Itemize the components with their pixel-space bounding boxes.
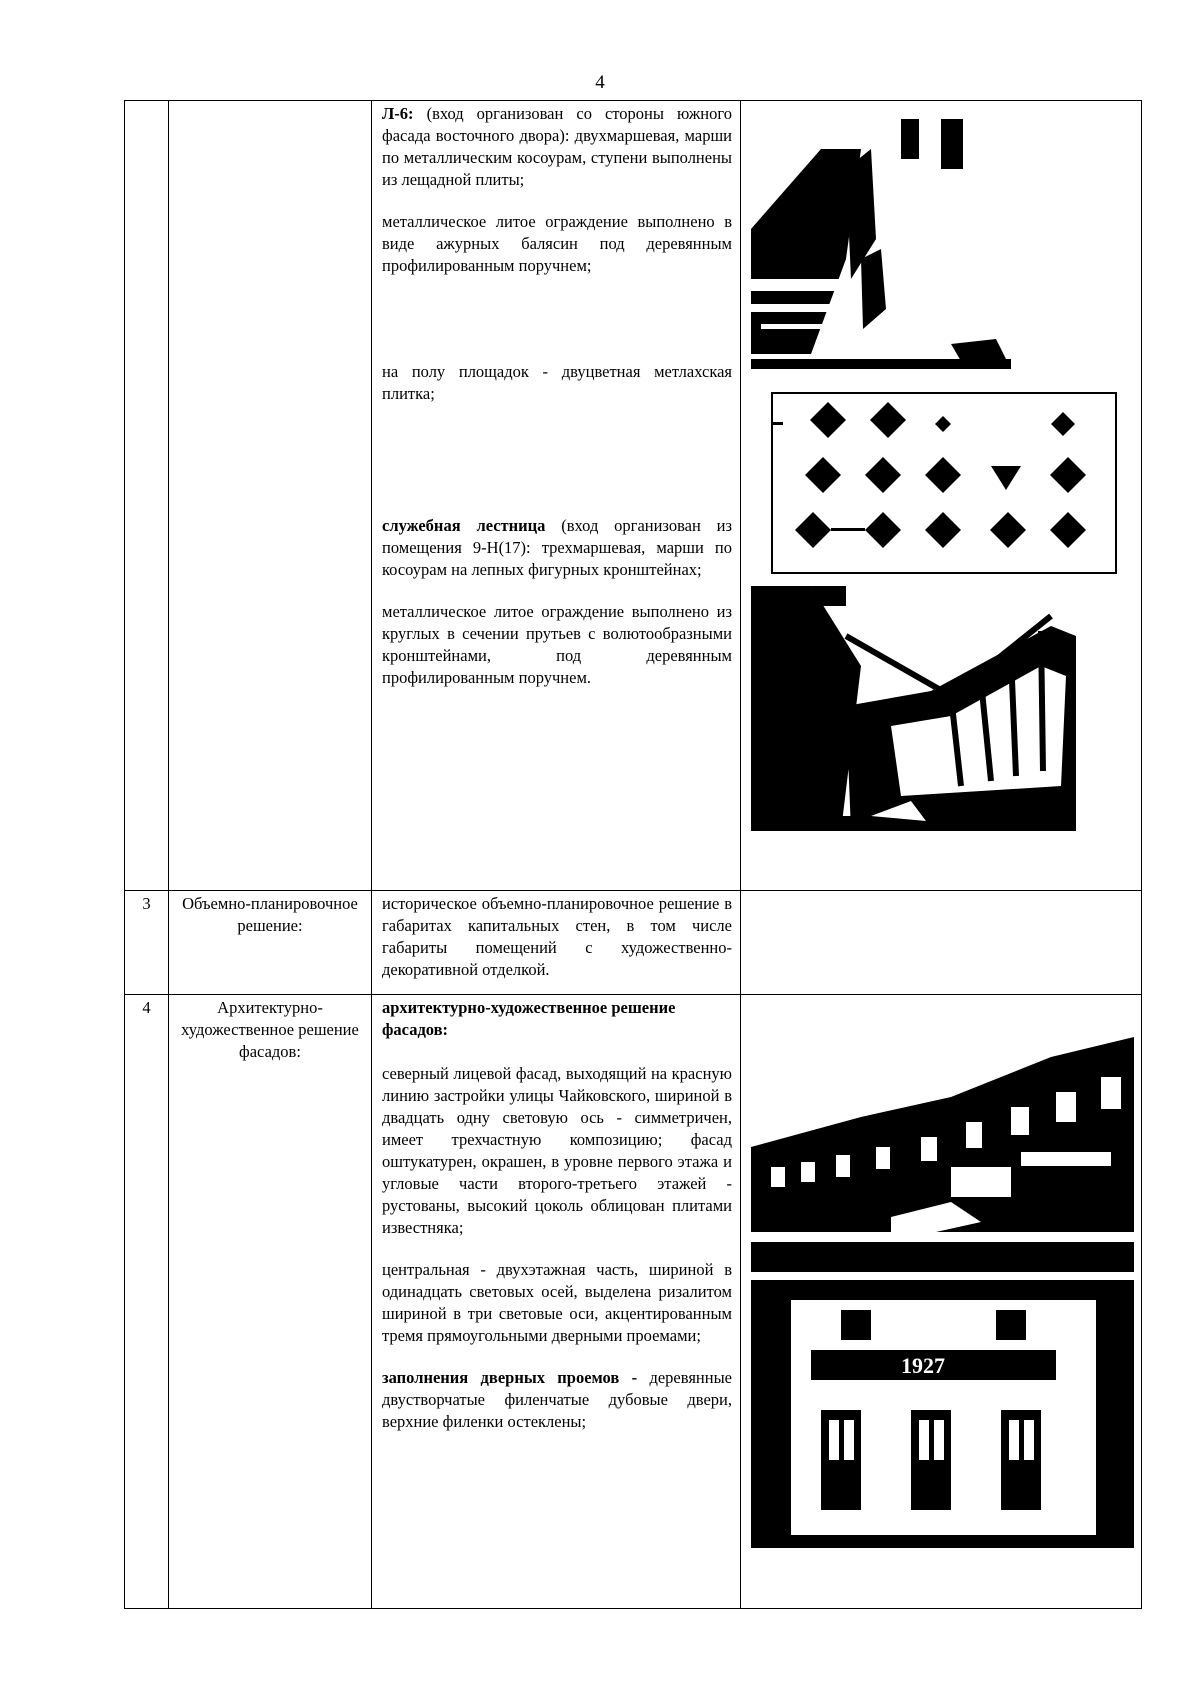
row-description-cell <box>372 101 741 891</box>
row-description-cell <box>372 995 741 1609</box>
row-description-cell <box>372 891 741 995</box>
paragraph: на полу площадок - двуцветная метлахская плитка; <box>382 362 732 403</box>
north-facade-photo <box>751 1017 1134 1272</box>
monument-description-table <box>124 100 1142 1609</box>
paragraph: северный лицевой фасад, выходящий на красную линию застройки улицы Чайковского, шириной в двадцать одну световую ось - симметричен, имеет трехчастную композицию; фасад оштукатурен, окрашен, в уровне первого этажа и угловые части второго-третьего этажей - рустованы, высокий цоколь облицован плитами известняка; <box>382 1064 732 1237</box>
bold-heading: Л-6: <box>382 104 414 123</box>
row-photo-cell <box>741 101 1142 891</box>
service-staircase-photo <box>751 586 1076 831</box>
paragraph: металлическое литое ограждение выполнено в виде ажурных балясин под деревянным профилированным поручнем; <box>382 212 732 275</box>
row-name-cell: Архитектурно-художественное решение фасадов: <box>169 995 372 1609</box>
table-row <box>125 995 1142 1609</box>
bold-heading: архитектурно-художественное решение фасадов: <box>382 998 676 1039</box>
bold-heading: служебная лестница <box>382 516 546 535</box>
building-sign-text: 1927 <box>901 1353 945 1378</box>
paragraph <box>382 1367 732 1433</box>
paragraph-text: (вход организован со стороны южного фасада восточного двора): двухмаршевая, марши по металлическим косоурам, ступени выполнены из лещадной плиты; <box>382 104 732 189</box>
row-number-cell: 4 <box>125 995 169 1609</box>
paragraph <box>382 515 732 581</box>
floor-tile-photo <box>771 392 1117 574</box>
paragraph <box>382 997 732 1041</box>
page-number: 4 <box>595 72 605 93</box>
table-row <box>125 101 1142 891</box>
paragraph <box>382 103 732 191</box>
row-number-cell: 3 <box>125 891 169 995</box>
row-number-cell <box>125 101 169 891</box>
paragraph-text: деревянные двустворчатые филенчатые дубовые двери, верхние филенки остеклены; <box>382 1368 732 1431</box>
paragraph-text: (вход организован из помещения 9-Н(17): трехмаршевая, марши по косоурам на лепных фигурных кронштейнах; <box>382 516 732 579</box>
row-name-cell <box>169 101 372 891</box>
row-name-cell: Объемно-планировочное решение: <box>169 891 372 995</box>
staircase-photo <box>751 109 1011 369</box>
row-photo-cell <box>741 995 1142 1609</box>
row-photo-cell <box>741 891 1142 995</box>
bold-heading: заполнения дверных проемов - <box>382 1368 638 1387</box>
entrance-photo <box>751 1280 1134 1548</box>
paragraph: металлическое литое ограждение выполнено из круглых в сечении прутьев с волютообразными кронштейнами, под деревянным профилированным поручнем. <box>382 602 732 687</box>
paragraph: центральная - двухэтажная часть, шириной в одинадцать световых осей, выделена ризалитом шириной в три световые оси, акцентированным тремя прямоугольными дверными проемами; <box>382 1260 732 1345</box>
paragraph: историческое объемно-планировочное решение в габаритах капитальных стен, в том числе габариты помещений с художественно-декоративной отделкой. <box>382 894 732 979</box>
table-row <box>125 891 1142 995</box>
